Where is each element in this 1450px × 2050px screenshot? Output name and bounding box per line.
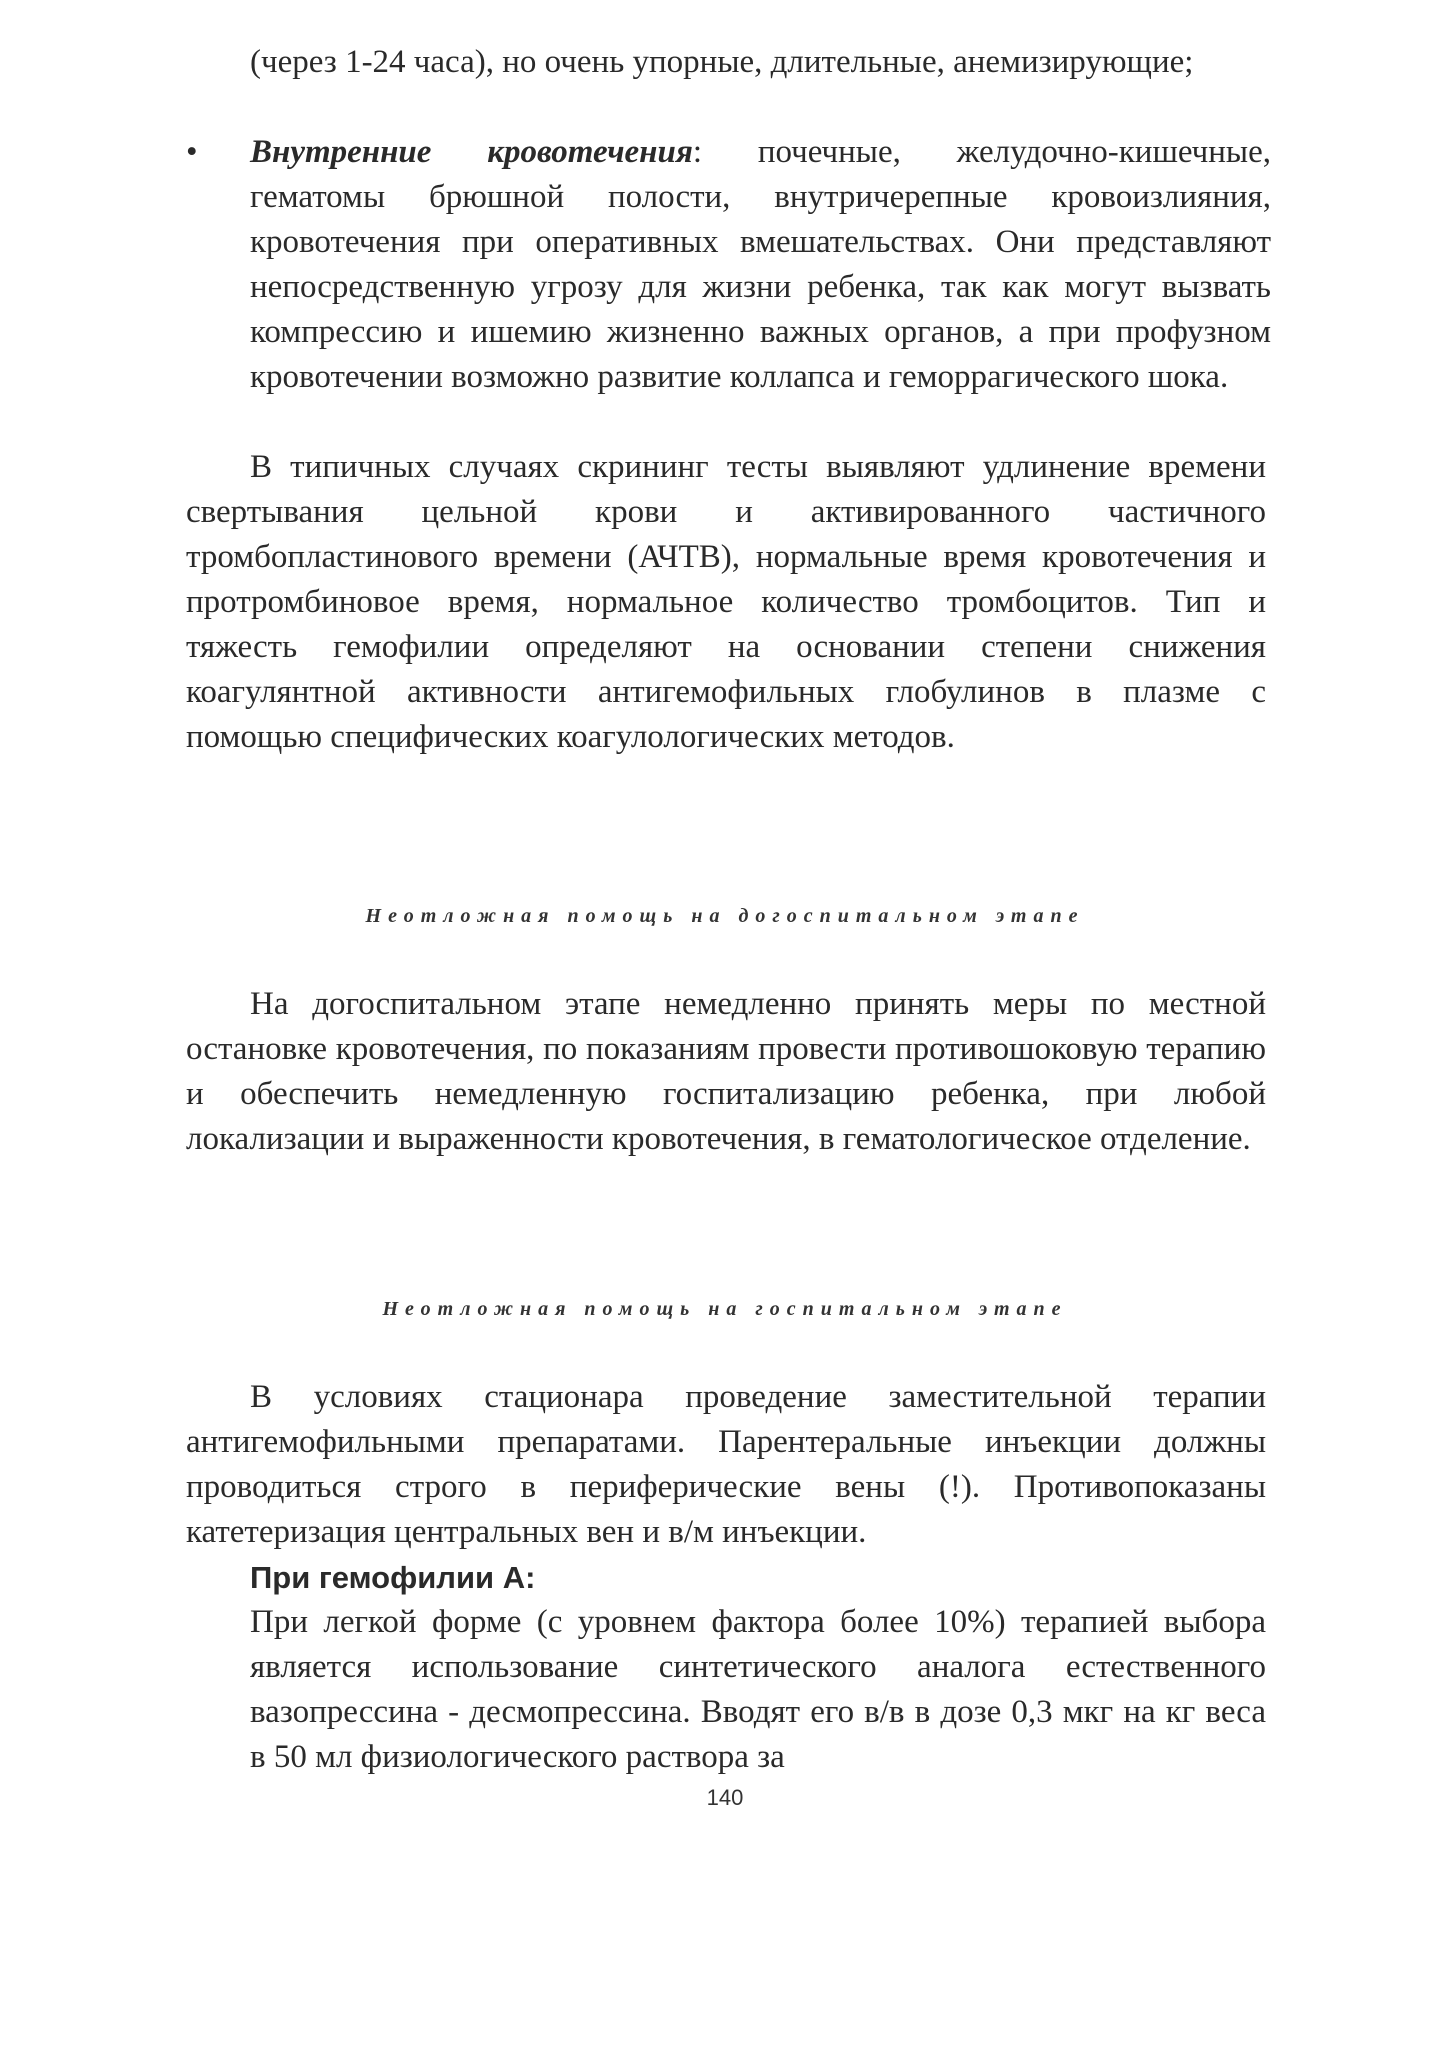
section-heading-hospital: Неотложная помощь на госпитальном этапе (382, 1298, 1068, 1320)
paragraph-hemophilia-a-text: При легкой форме (с уровнем фактора более 10%) терапией выбора является использование синтетического аналога естественного вазопрессина - десмопрессина. Вводят его в/в в дозе 0,3 мкг на кг веса в 50 мл физиологического раствора за (250, 1604, 1266, 1775)
paragraph-screening-text: В типичных случаях скрининг тесты выявляют удлинение времени свертывания цельной крови и активированного частичного тромбопластинового времени (АЧТВ), нормальные время кровотечения и протромбиновое время, нормальное количество тромбоцитов. Тип и тяжесть гемофилии определяют на основании степени снижения коагулянтной активности антигемофильных глобулинов в плазме с помощью специфических коагулологических методов. (186, 449, 1266, 755)
page-number: 140 (706, 1785, 744, 1810)
bullet-item-internal-bleeding (186, 130, 1271, 400)
bullet-body (250, 130, 1271, 400)
paragraph-screening (186, 445, 1266, 760)
bullet-text: : почечные, желудочно-кишечные, гематомы брюшной полости, внутричерепные кровоизлияния, кровотечения при оперативных вмешательствах. Они представляют непосредственную угрозу для жизни ребенка, так как могут вызвать компрессию и ишемию жизненно важных органов, а при профузном кровотечении возможно развитие коллапса и геморрагического шока. (250, 134, 1272, 395)
bullet-icon: • (186, 134, 198, 170)
paragraph-hospital (186, 1375, 1266, 1780)
paragraph-prehospital (186, 982, 1266, 1162)
paragraph-hospital-text: В условиях стационара проведение заместительной терапии антигемофильными препаратами. Парентеральные инъекции должны проводиться строго в периферические вены (!). Противопоказаны катетеризация центральных вен и в/м инъекции. (186, 1379, 1266, 1550)
continuation-text (250, 40, 1270, 85)
subheading-hemophilia-a: При гемофилии А: (250, 1560, 536, 1595)
paragraph-prehospital-text: На догоспитальном этапе немедленно принять меры по местной остановке кровотечения, по показаниям провести противошоковую терапию и обеспечить немедленную госпитализацию ребенка, при любой локализации и выраженности кровотечения, в гематологическое отделение. (186, 986, 1266, 1157)
bullet-term: Внутренние кровотечения (250, 134, 693, 170)
section-heading-prehospital: Неотложная помощь на догоспитальном этапе (365, 905, 1085, 927)
continuation-line: (через 1-24 часа), но очень упорные, длительные, анемизирующие; (250, 44, 1194, 80)
